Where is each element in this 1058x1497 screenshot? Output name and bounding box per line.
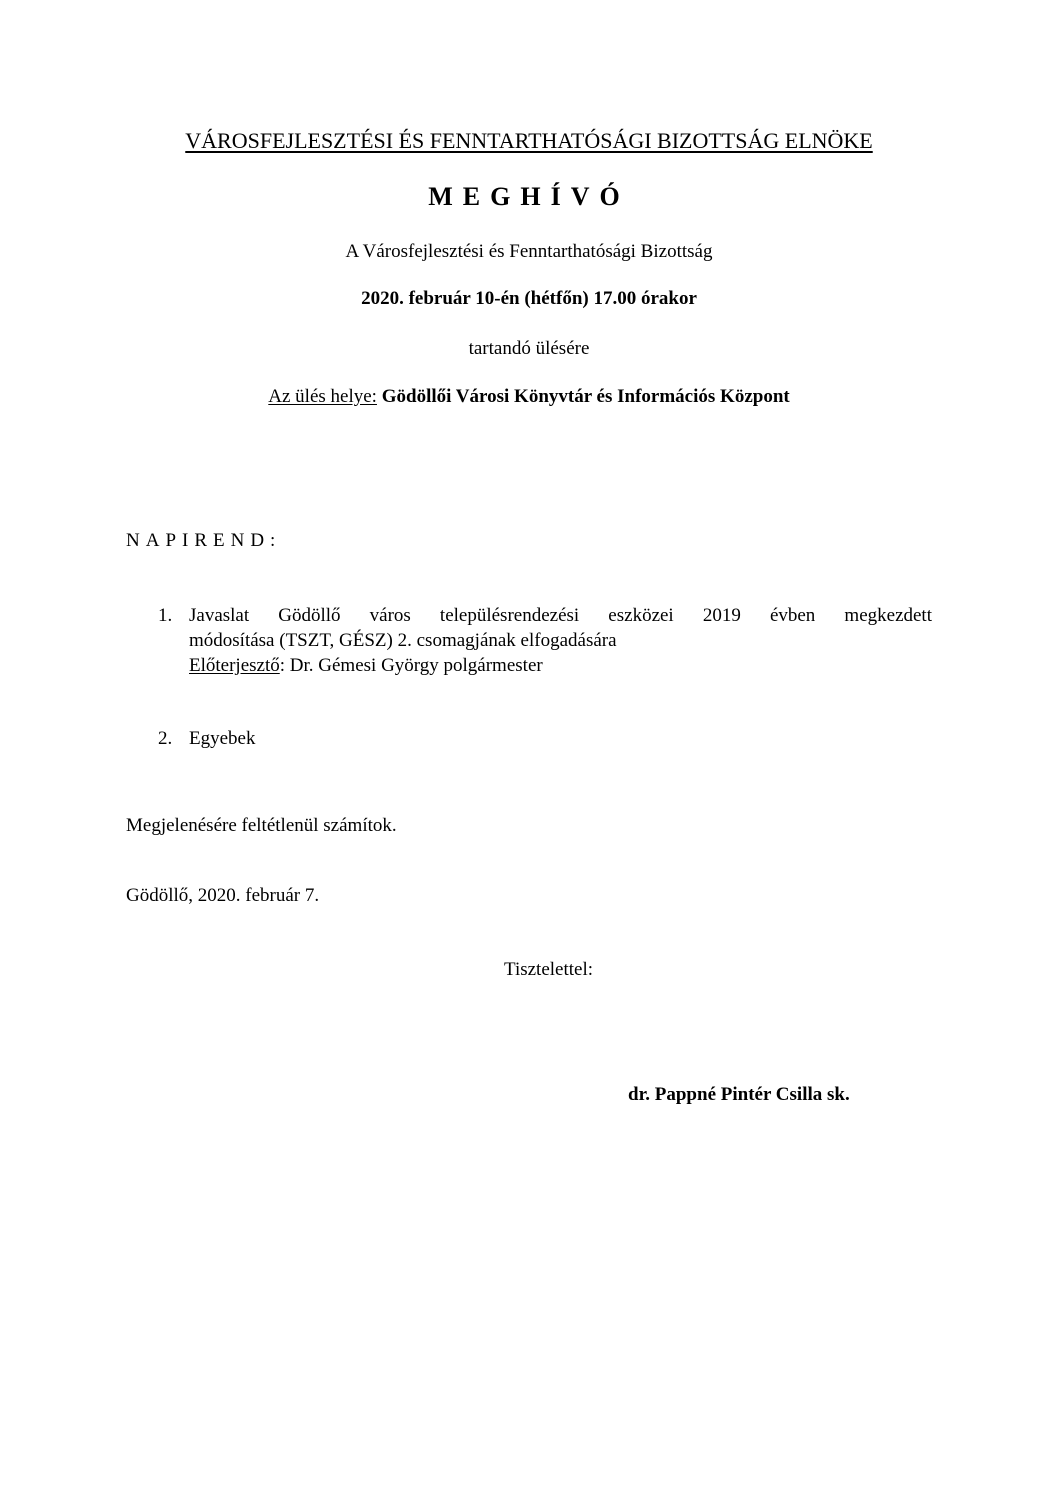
- agenda-item-text-line1: Javaslat Gödöllő város településrendezési eszközei 2019 évben megkezdett: [189, 605, 932, 626]
- meeting-purpose-line: tartandó ülésére: [468, 338, 590, 359]
- document-title: MEGHÍVÓ: [428, 182, 630, 211]
- meeting-date-line: 2020. február 10-én (hétfőn) 17.00 órakor: [361, 288, 697, 309]
- meeting-place-label: Az ülés helye:: [268, 386, 377, 407]
- agenda-item-text-line2: módosítása (TSZT, GÉSZ) 2. csomagjának elfogadására: [189, 630, 617, 651]
- document-header: VÁROSFEJLESZTÉSI ÉS FENNTARTHATÓSÁGI BIZOTTSÁG ELNÖKE: [185, 128, 873, 153]
- committee-line: A Városfejlesztési és Fenntarthatósági Bizottság: [345, 241, 713, 262]
- agenda-item-number: 1.: [158, 605, 173, 626]
- agenda-item-body: [189, 726, 932, 751]
- meeting-place-value: Gödöllői Városi Könyvtár és Információs Központ: [381, 386, 790, 407]
- meeting-place-line: [0, 386, 1058, 408]
- signature-name: dr. Pappné Pintér Csilla sk.: [628, 1084, 850, 1105]
- regards: Tisztelettel:: [504, 959, 594, 980]
- agenda-item: [158, 603, 932, 678]
- agenda-item-number: 2.: [158, 728, 173, 749]
- agenda-item-body: [189, 603, 932, 678]
- place-and-date: Gödöllő, 2020. február 7.: [126, 885, 320, 906]
- agenda-item-presenter-value: : Dr. Gémesi György polgármester: [279, 655, 543, 676]
- closing-sentence: Megjelenésére feltétlenül számítok.: [126, 815, 397, 836]
- agenda-item-text: Egyebek: [189, 728, 256, 749]
- agenda-item: [158, 726, 932, 751]
- agenda-item-presenter-label: Előterjesztő: [189, 655, 280, 676]
- agenda-heading: NAPIREND:: [126, 530, 282, 551]
